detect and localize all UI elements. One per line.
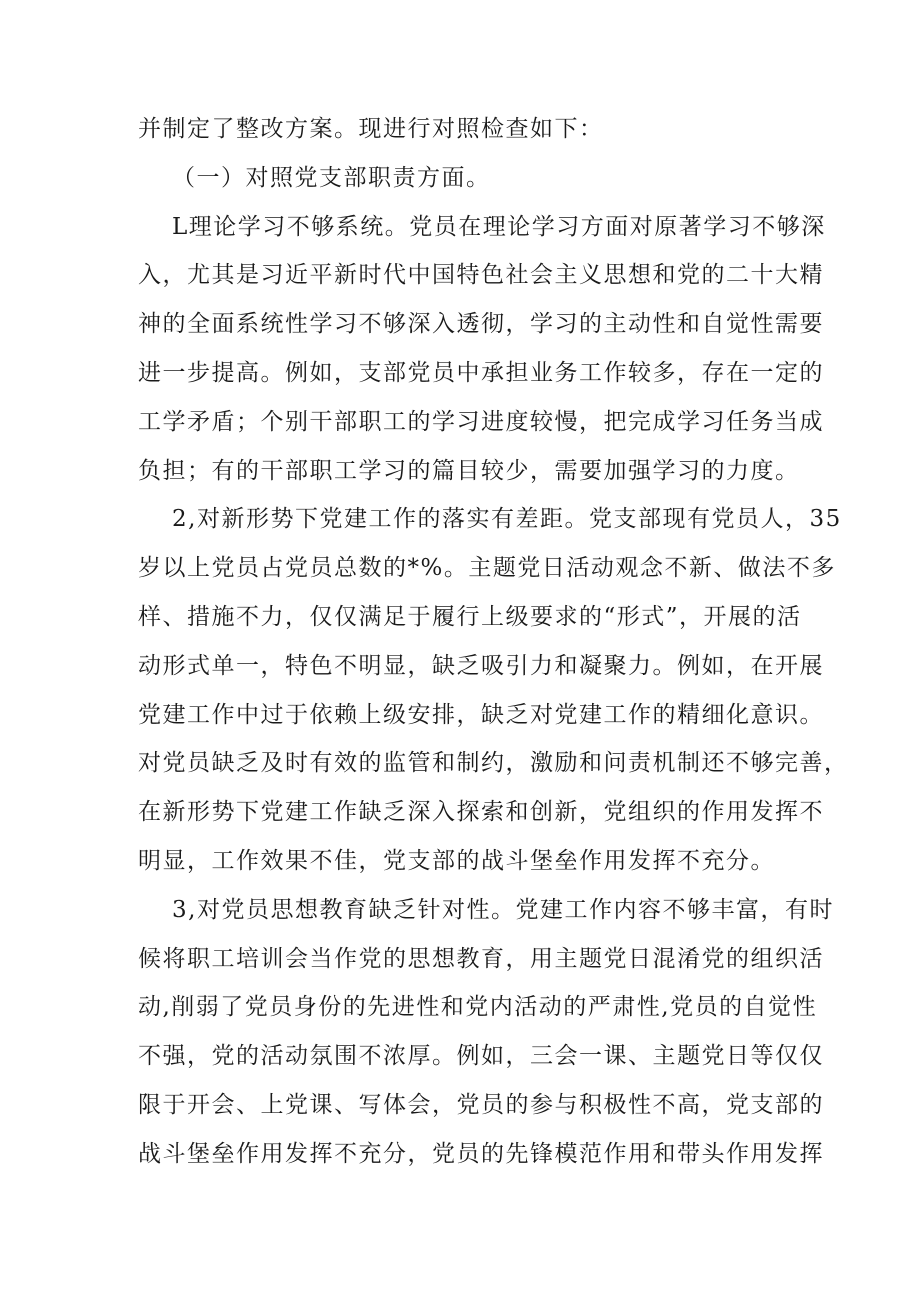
text-line: 明显，工作效果不佳，党支部的战斗堡垒作用发挥不充分。	[138, 847, 775, 874]
text-line: 样、措施不力，仅仅满足于履行上级要求的“形式”，开展的活	[138, 603, 802, 630]
text-line: 不强，党的活动氛围不浓厚。例如，三会一课、主题党日等仅仅	[138, 1043, 824, 1070]
text-line: 神的全面系统性学习不够深入透彻，学习的主动性和自觉性需要	[138, 311, 824, 338]
text-line: 3,对党员思想教育缺乏针对性。党建工作内容不够丰富，有时	[172, 896, 834, 923]
document-body	[138, 105, 849, 1179]
text-line: 进一步提高。例如，支部党员中承担业务工作较多，存在一定的	[138, 359, 824, 386]
text-line: 战斗堡垒作用发挥不充分，党员的先锋模范作用和带头作用发挥	[138, 1140, 824, 1167]
text-line: 工学矛盾；个别干部职工的学习进度较慢，把完成学习任务当成	[138, 408, 824, 435]
text-line: 负担；有的干部职工学习的篇目较少，需要加强学习的力度。	[138, 457, 800, 484]
text-line: L理论学习不够系统。党员在理论学习方面对原著学习不够深	[172, 213, 826, 240]
text-line: 动,削弱了党员身份的先进性和党内活动的严肃性,党员的自觉性	[138, 994, 818, 1021]
text-line: 并制定了整改方案。现进行对照检查如下：	[138, 116, 604, 142]
text-line: 岁以上党员占党员总数的*%。主题党日活动观念不新、做法不多	[138, 555, 836, 582]
text-line: 对党员缺乏及时有效的监管和制约，激励和问责机制还不够完善，	[138, 750, 849, 777]
text-line: 党建工作中过于依赖上级安排，缺乏对党建工作的精细化意识。	[138, 701, 824, 728]
text-line: 候将职工培训会当作党的思想教育，用主题党日混淆党的组织活	[138, 945, 824, 972]
text-line: 动形式单一，特色不明显，缺乏吸引力和凝聚力。例如，在开展	[138, 652, 824, 679]
text-line: 2,对新形势下党建工作的落实有差距。党支部现有党员人，35	[172, 506, 842, 533]
text-line: （一）对照党支部职责方面。	[172, 164, 491, 191]
text-line: 在新形势下党建工作缺乏深入探索和创新，党组织的作用发挥不	[138, 799, 824, 826]
text-line: 入，尤其是习近平新时代中国特色社会主义思想和党的二十大精	[138, 262, 824, 289]
text-line: 限于开会、上党课、写体会，党员的参与积极性不高，党支部的	[138, 1091, 824, 1118]
